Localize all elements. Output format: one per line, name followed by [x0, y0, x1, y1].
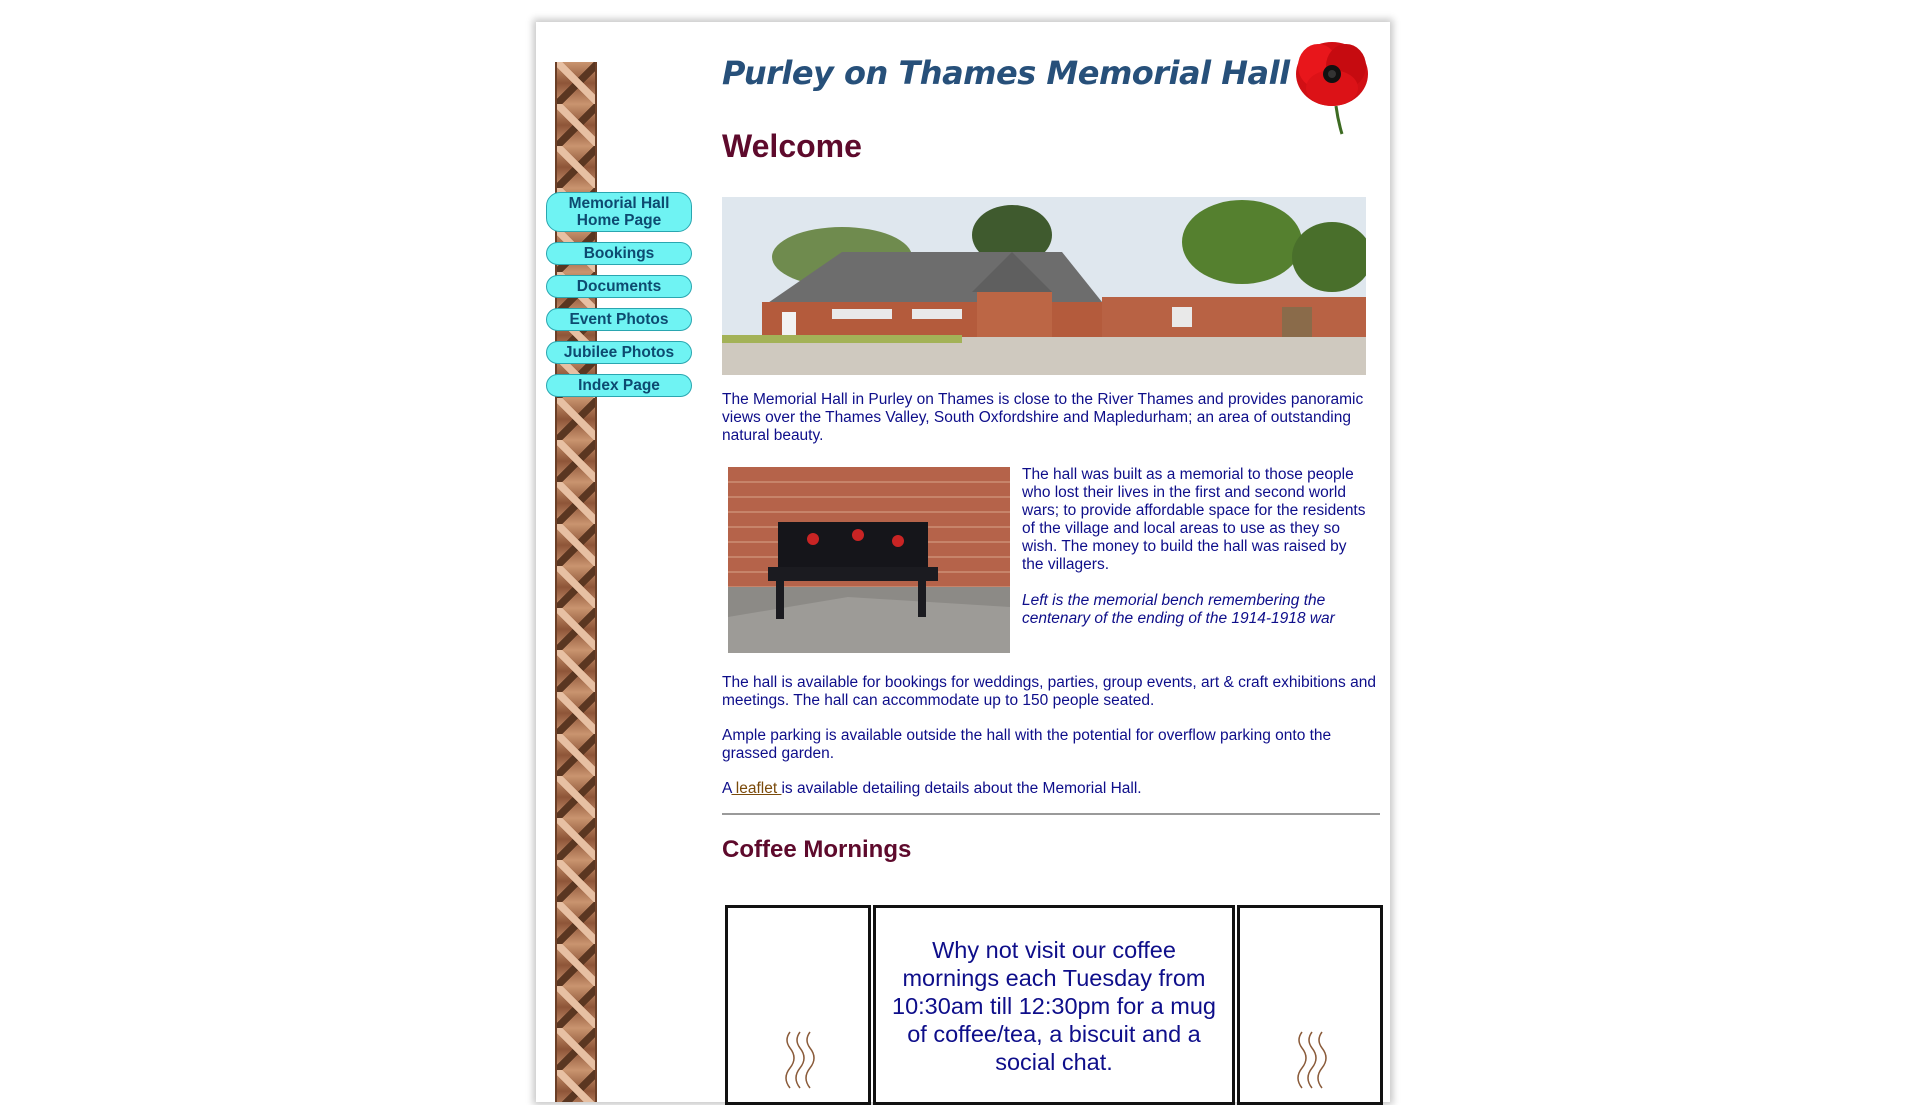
sidebar-nav: [546, 192, 692, 407]
nav-home-button[interactable]: Memorial Hall Home Page: [546, 192, 692, 232]
coffee-left-cell: [725, 905, 871, 1105]
nav-event-photos-button[interactable]: Event Photos: [546, 308, 692, 331]
nav-jubilee-photos-button[interactable]: Jubilee Photos: [546, 341, 692, 364]
intro-paragraph: The Memorial Hall in Purley on Thames is close to the River Thames and provides panoramic views over the Thames Valley, South Oxfordshire and Mapledurham; an area of outstanding natural beauty.: [722, 391, 1364, 444]
site-title: Purley on Thames Memorial Hall: [722, 54, 1290, 92]
coffee-mornings-text: Why not visit our coffee mornings each Tuesday from 10:30am till 12:30pm for a mug of coffee/tea, a biscuit and a social chat.: [892, 937, 1216, 1075]
leaflet-link[interactable]: leaflet: [731, 780, 782, 797]
nav-bookings-button[interactable]: Bookings: [546, 242, 692, 265]
nav-documents-button[interactable]: Documents: [546, 275, 692, 298]
memorial-bench-photo: [728, 467, 1010, 653]
nav-index-page-button[interactable]: Index Page: [546, 374, 692, 397]
poppy-icon: [1292, 36, 1372, 136]
coffee-mornings-heading: Coffee Mornings: [722, 836, 912, 863]
leaflet-suffix: is available detailing details about the Memorial Hall.: [781, 780, 1142, 797]
bookings-paragraph: The hall is available for bookings for weddings, parties, group events, art & craft exhibitions and meetings. The hall can accommodate up to 150 people seated.: [722, 674, 1376, 709]
coffee-text-cell: [873, 905, 1235, 1105]
steam-icon: [1292, 1030, 1332, 1090]
welcome-heading: Welcome: [722, 128, 862, 164]
parking-paragraph: Ample parking is available outside the hall with the potential for overflow parking onto the grassed garden.: [722, 727, 1332, 762]
section-divider: [722, 813, 1380, 815]
leaflet-paragraph: [722, 780, 1382, 798]
page-container: [536, 22, 1390, 1102]
memorial-hall-photo: [722, 197, 1366, 375]
steam-icon: [780, 1030, 820, 1090]
coffee-right-cell: [1237, 905, 1383, 1105]
history-paragraph: The hall was built as a memorial to those people who lost their lives in the first and second world wars; to provide affordable space for the residents of the village and local areas to use as they so wish. The money to build the hall was raised by the villagers.: [1022, 466, 1366, 573]
bench-caption: Left is the memorial bench remembering the centenary of the ending of the 1914-1918 war: [1022, 592, 1335, 627]
leaflet-prefix: A: [722, 780, 732, 797]
